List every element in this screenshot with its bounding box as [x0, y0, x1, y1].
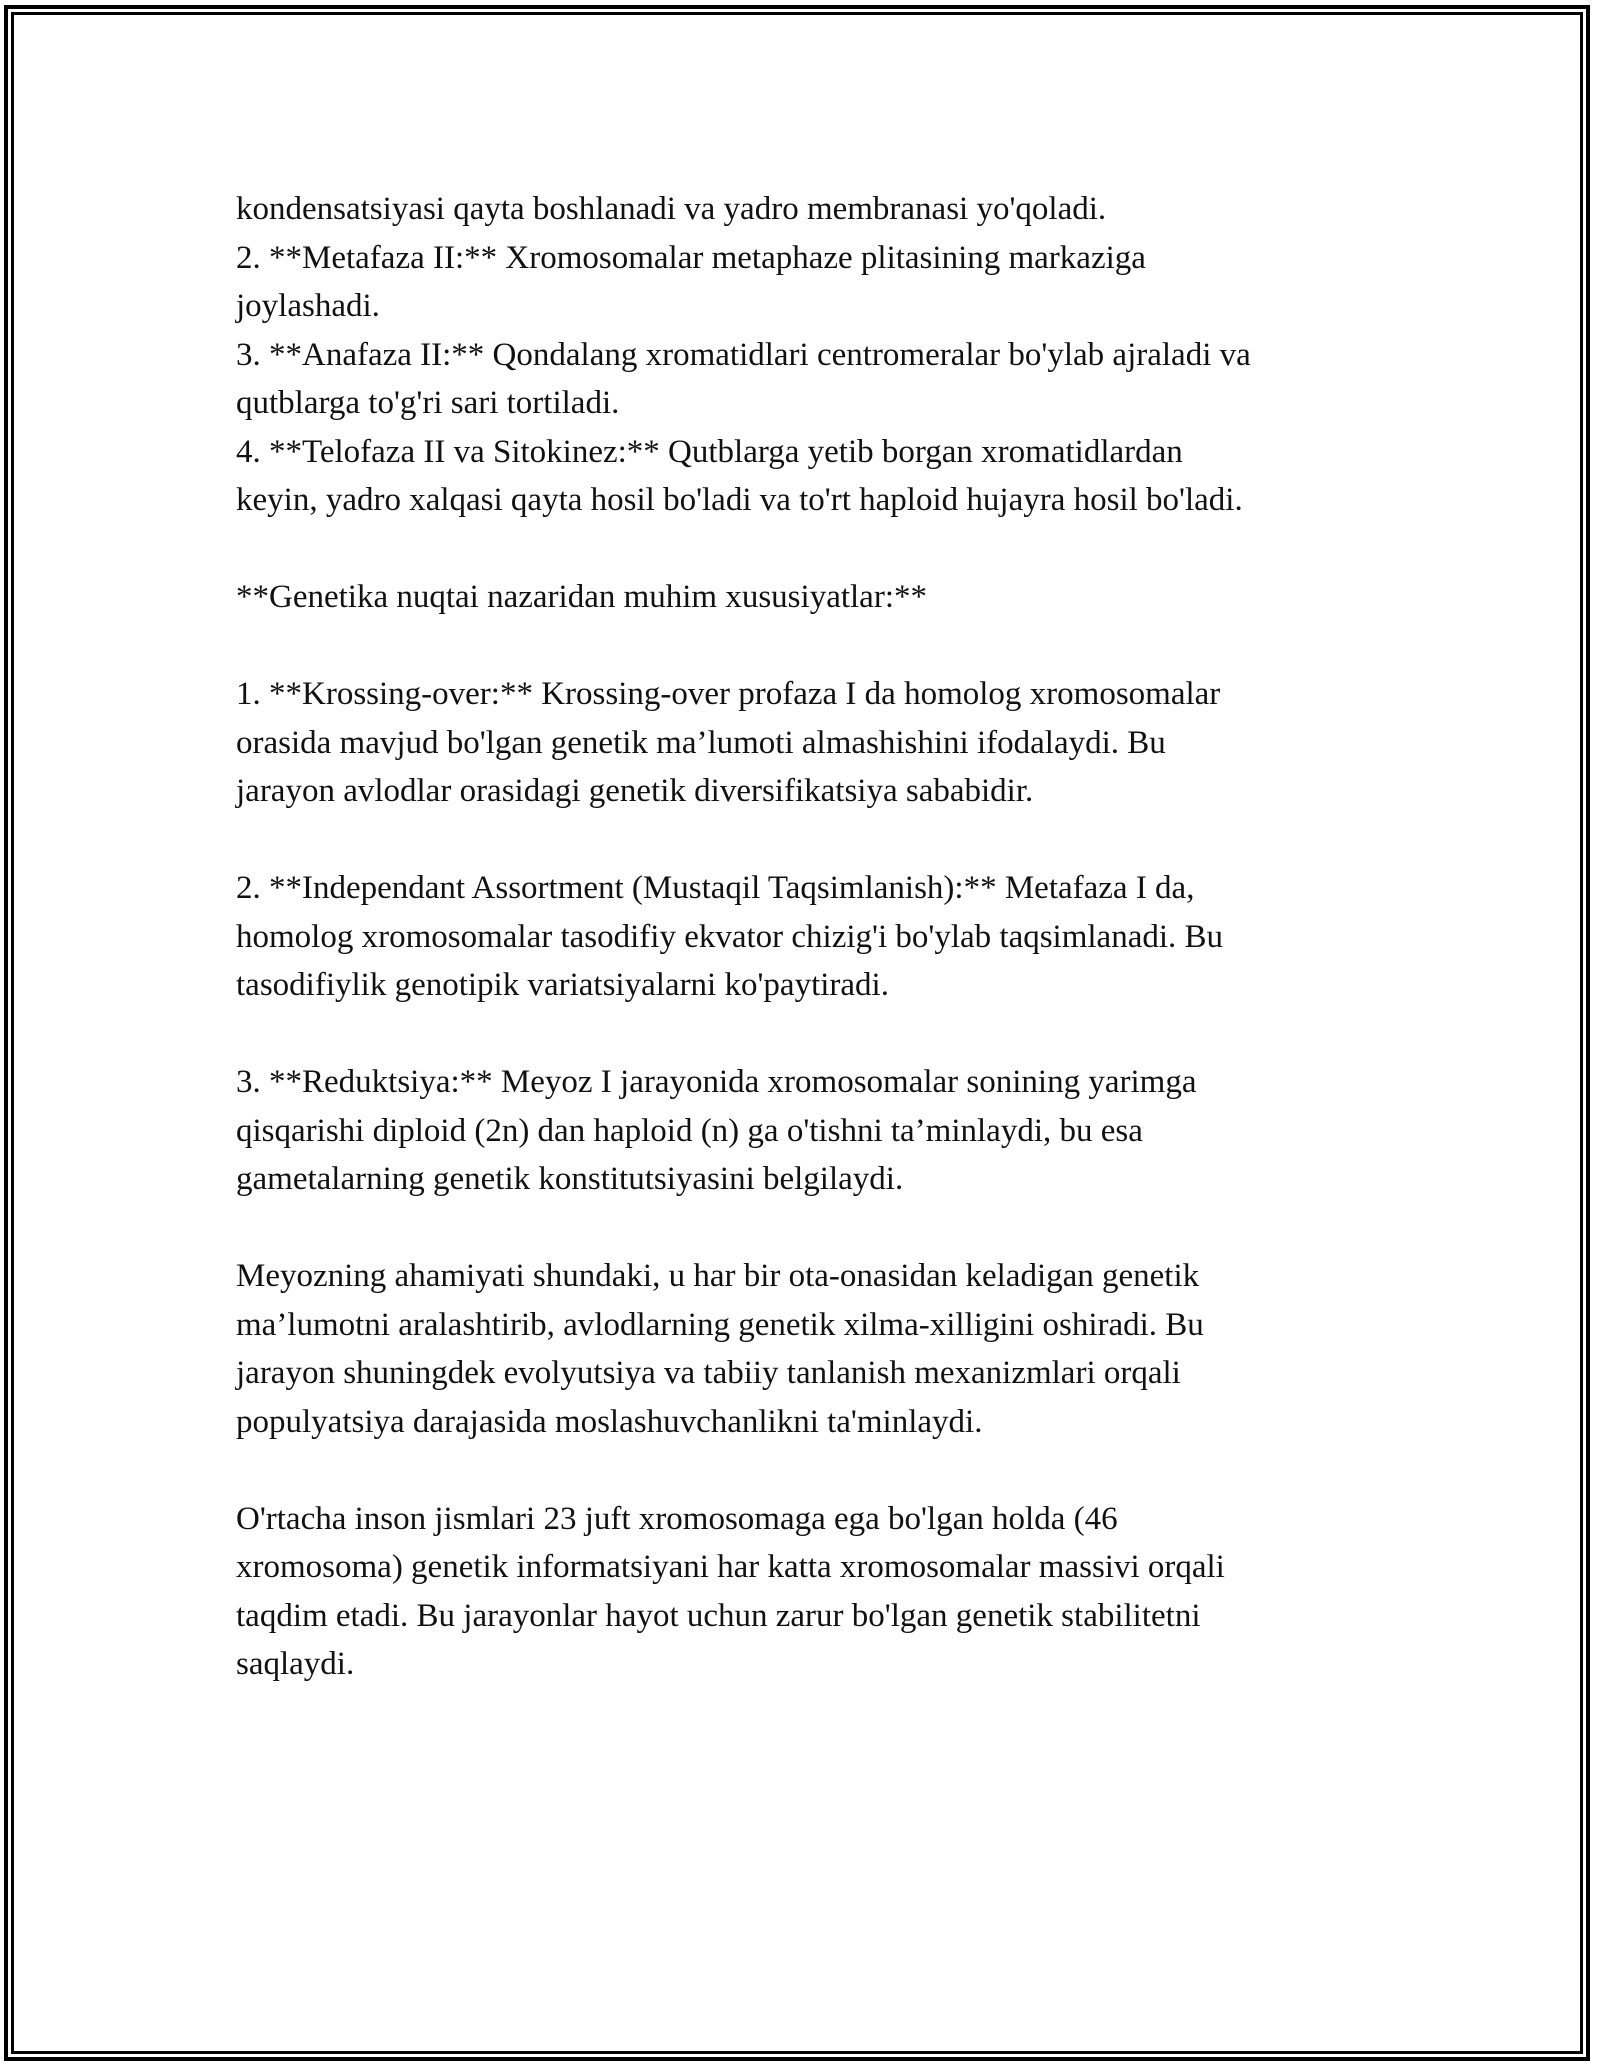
text-line: taqdim etadi. Bu jarayonlar hayot uchun zarur bo'lgan genetik stabilitetni [236, 1597, 1201, 1634]
blank-line [236, 1010, 1396, 1059]
document-body [236, 185, 1396, 1689]
text-line: tasodifiylik genotipik variatsiyalarni ko'paytiradi. [236, 967, 889, 1003]
text-line: 2. **Independant Assortment (Mustaqil Taqsimlanish):** Metafaza I da, [236, 870, 1195, 906]
text-line: jarayon avlodlar orasidagi genetik diversifikatsiya sababidir. [236, 773, 1034, 809]
text-line: keyin, yadro xalqasi qayta hosil bo'ladi va to'rt haploid hujayra hosil bo'ladi. [236, 482, 1243, 518]
blank-line [236, 1204, 1396, 1253]
text-line: 2. **Metafaza II:** Xromosomalar metaphaze plitasining markaziga [236, 239, 1146, 276]
text-line: 1. **Krossing-over:** Krossing-over profaza I da homolog xromosomalar [236, 676, 1221, 712]
blank-line [236, 1446, 1396, 1495]
text-line: orasida mavjud bo'lgan genetik ma’lumoti almashishini ifodalaydi. Bu [236, 724, 1166, 761]
text-line: qisqarishi diploid (2n) dan haploid (n) ga o'tishni ta’minlaydi, bu esa [236, 1112, 1143, 1149]
blank-line [236, 622, 1396, 671]
text-line: kondensatsiyasi qayta boshlanadi va yadro membranasi yo'qoladi. [236, 191, 1107, 227]
blank-line [236, 816, 1396, 865]
text-line: saqlaydi. [236, 1646, 355, 1682]
text-line: 3. **Reduktsiya:** Meyoz I jarayonida xromosomalar sonining yarimga [236, 1064, 1197, 1100]
blank-line [236, 525, 1396, 574]
text-line: gametalarning genetik konstitutsiyasini belgilaydi. [236, 1161, 904, 1197]
text-line: populyatsiya darajasida moslashuvchanlikni ta'minlaydi. [236, 1403, 983, 1440]
text-line: Meyozning ahamiyati shundaki, u har bir ota-onasidan keladigan genetik [236, 1258, 1200, 1294]
text-line: O'rtacha inson jismlari 23 juft xromosomaga ega bo'lgan holda (46 [236, 1500, 1118, 1537]
text-line: qutblarga to'g'ri sari tortiladi. [236, 385, 620, 421]
text-line: 3. **Anafaza II:** Qondalang xromatidlari centromeralar bo'ylab ajraladi va [236, 336, 1251, 373]
text-line: xromosoma) genetik informatsiyani har katta xromosomalar massivi orqali [236, 1549, 1225, 1585]
text-line: ma’lumotni aralashtirib, avlodlarning genetik xilma-xilligini oshiradi. Bu [236, 1306, 1204, 1343]
text-line: jarayon shuningdek evolyutsiya va tabiiy tanlanish mexanizmlari orqali [236, 1355, 1181, 1391]
text-line: homolog xromosomalar tasodifiy ekvator chizig'i bo'ylab taqsimlanadi. Bu [236, 918, 1224, 955]
section-heading: **Genetika nuqtai nazaridan muhim xususiyatlar:** [236, 579, 927, 615]
text-line: joylashadi. [236, 288, 380, 324]
text-line: 4. **Telofaza II va Sitokinez:** Qutblarga yetib borgan xromatidlardan [236, 433, 1183, 470]
